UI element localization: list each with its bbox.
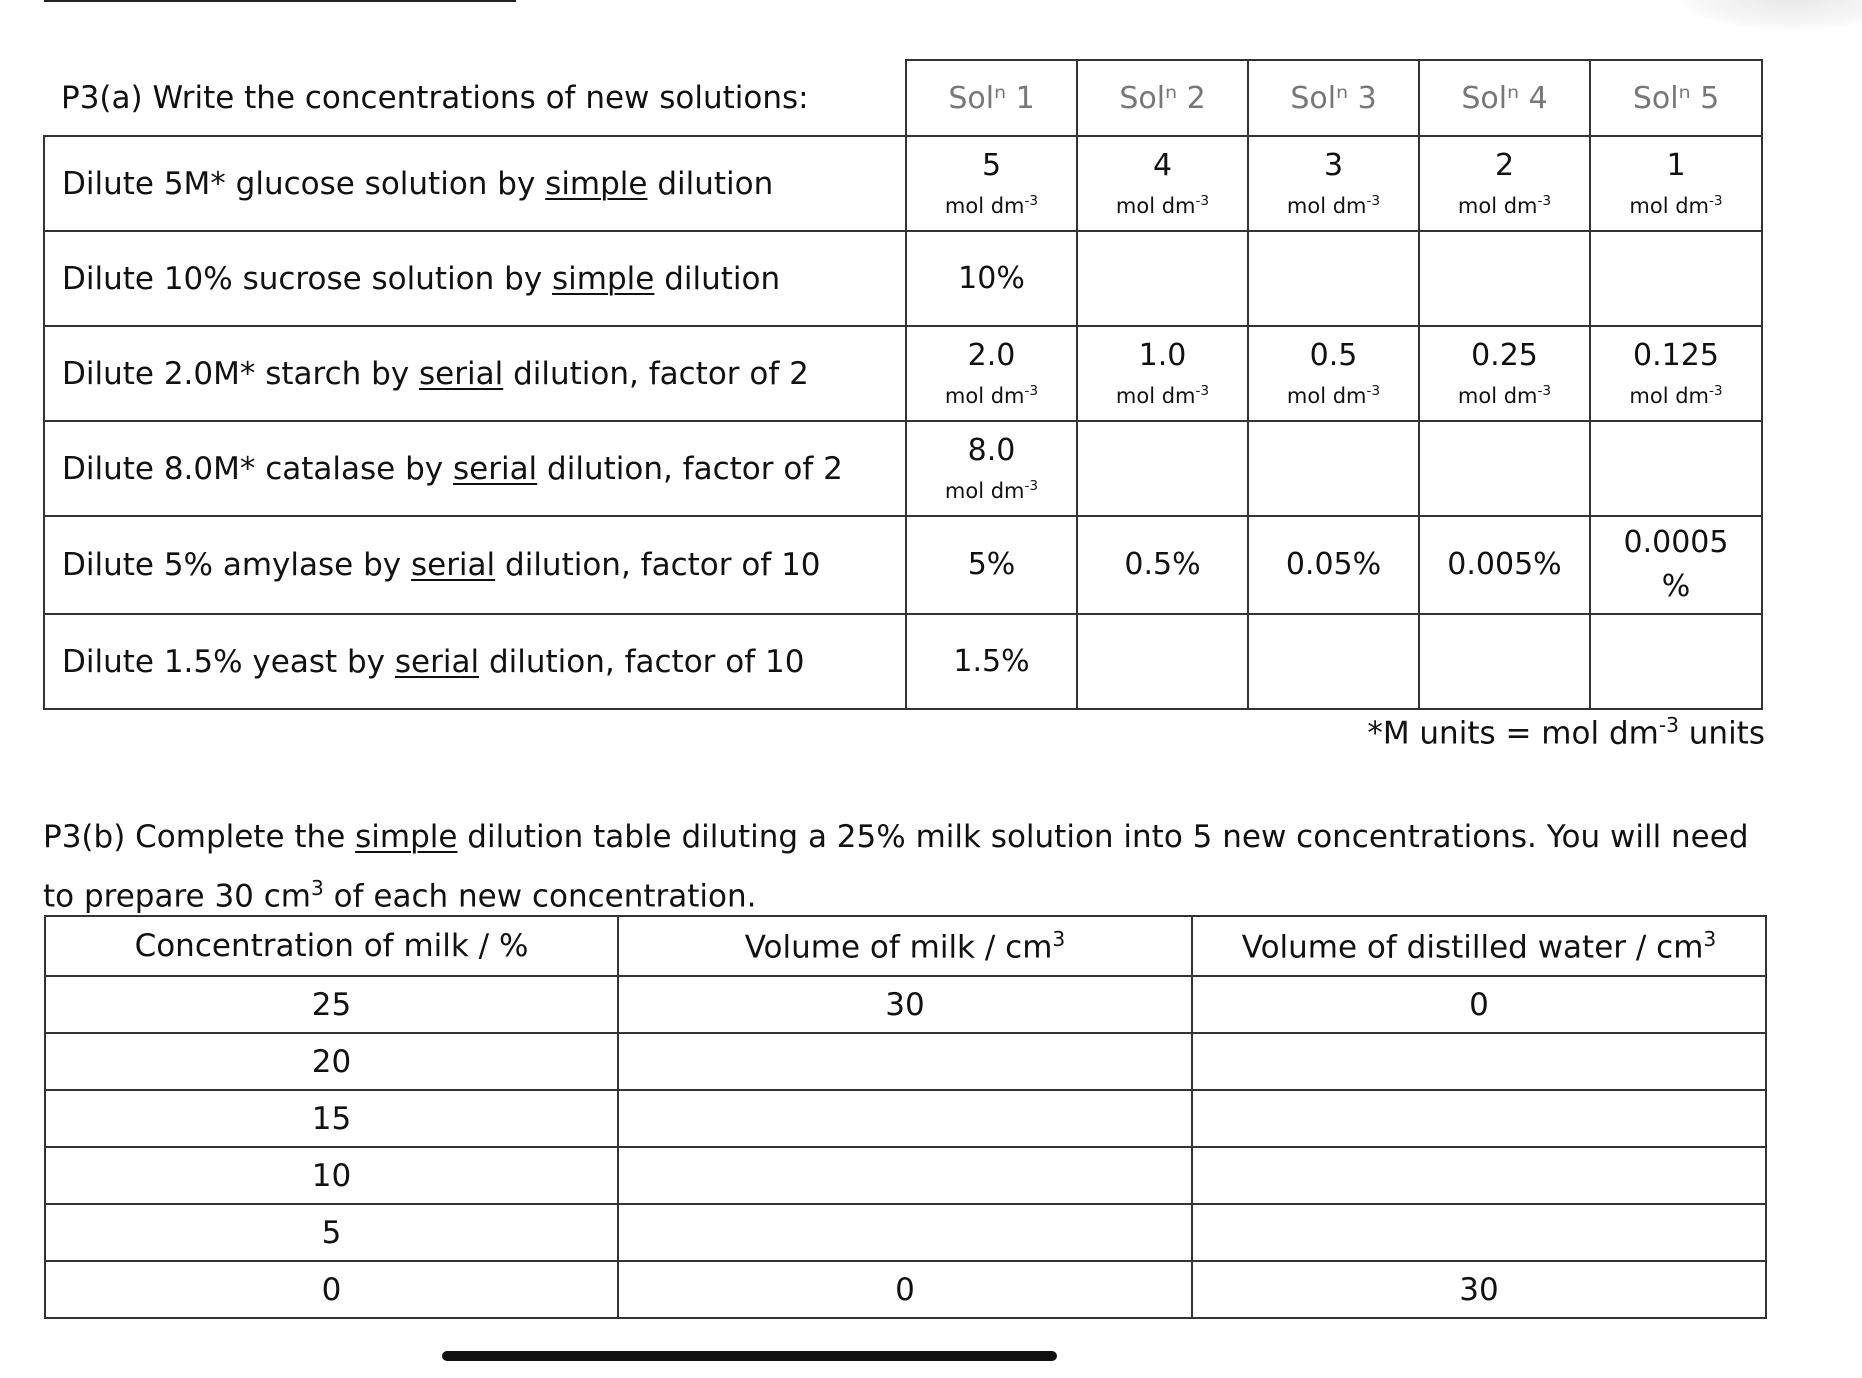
dilution-method: simple	[552, 260, 655, 297]
milk-table-cell[interactable]: 20	[45, 1033, 618, 1090]
header-row	[44, 60, 1762, 136]
description-text: dilution, factor of 10	[495, 547, 821, 583]
unit-exponent: -3	[1537, 383, 1552, 399]
concentration-cell[interactable]	[1419, 421, 1590, 516]
unit-exponent: -3	[1024, 478, 1039, 494]
dilution-method: simple	[545, 165, 648, 202]
molar-unit	[1078, 378, 1247, 409]
unit-text: mol dm	[1115, 384, 1196, 408]
concentration-value: 4	[1152, 148, 1173, 183]
concentration-cell[interactable]	[906, 614, 1077, 709]
concentration-cell[interactable]	[906, 421, 1077, 516]
concentration-value: 1.5%	[953, 643, 1030, 679]
concentrations-table	[43, 59, 1763, 710]
milk-table-cell[interactable]: 10	[45, 1147, 618, 1204]
concentration-cell[interactable]	[1590, 421, 1762, 516]
description-text: dilution	[647, 165, 774, 202]
concentration-value: 0.005%	[1447, 547, 1562, 582]
p3b-instructions: P3(b) Complete the simple dilution table diluting a 25% milk solution into 5 new concentrations. You will need to prepare 30 $cm^3$ of each new concentration.	[43, 819, 1749, 915]
unit-text: mol dm	[944, 384, 1025, 408]
dilution-method: serial	[410, 547, 496, 583]
solution-header-2: Solⁿ 2	[1077, 60, 1248, 136]
molar-unit	[1591, 188, 1761, 219]
column-header-1	[45, 916, 618, 976]
table-row	[45, 1261, 1766, 1318]
milk-table-cell[interactable]: 25	[45, 976, 618, 1033]
header-exponent: 3	[1052, 926, 1066, 951]
unit-exponent: -3	[1195, 193, 1210, 209]
table-row	[44, 614, 1762, 709]
unit-text: mol dm	[944, 194, 1025, 218]
description-text: Dilute 2.0M* starch by	[62, 355, 420, 392]
concentration-cell[interactable]	[1248, 421, 1419, 516]
concentration-cell[interactable]	[1419, 326, 1590, 421]
unit-text: mol dm	[1457, 194, 1538, 218]
concentration-value: 8.0	[967, 433, 1016, 468]
corner-smudge	[1682, 0, 1862, 30]
table-row	[45, 1090, 1766, 1147]
milk-table-cell[interactable]: 5	[45, 1204, 618, 1261]
table-row	[44, 326, 1762, 421]
concentration-cell[interactable]	[1590, 516, 1762, 614]
header-exponent: 3	[1703, 926, 1717, 951]
unit-exponent: -3	[1709, 383, 1723, 399]
concentration-value: 5%	[967, 547, 1016, 582]
concentration-value: 0.5	[1309, 338, 1358, 373]
concentration-cell[interactable]	[1248, 136, 1419, 231]
unit-exponent: -3	[1195, 383, 1210, 399]
description-text: dilution, factor of 2	[537, 450, 843, 487]
p3a-title: P3(a) Write the concentrations of new solutions:	[44, 60, 906, 136]
dilution-description	[44, 326, 906, 421]
unit-text: mol dm	[1629, 384, 1709, 408]
concentration-cell[interactable]	[1419, 614, 1590, 709]
concentration-value: 0.05%	[1285, 547, 1382, 582]
concentration-value: 0.125	[1633, 338, 1719, 373]
concentration-cell[interactable]	[1077, 136, 1248, 231]
unit-text: mol dm	[1286, 194, 1367, 218]
concentration-cell[interactable]	[906, 516, 1077, 614]
header-text: Volume of distilled water / cm	[1241, 929, 1704, 966]
concentration-cell[interactable]	[1590, 326, 1762, 421]
description-text: Dilute 10% sucrose solution by	[62, 260, 553, 297]
table-row	[44, 421, 1762, 516]
solution-header-1: Solⁿ 1	[906, 60, 1077, 136]
concentration-cell[interactable]	[1248, 231, 1419, 326]
table-row	[45, 976, 1766, 1033]
milk-table-cell[interactable]	[1192, 1204, 1766, 1261]
header-row	[45, 916, 1766, 976]
molar-unit	[907, 378, 1076, 409]
description-text: Dilute 5M* glucose solution by	[62, 165, 546, 202]
concentration-cell[interactable]	[906, 136, 1077, 231]
concentration-value: 2	[1494, 148, 1515, 183]
unit-text: mol dm	[1629, 194, 1709, 218]
molar-unit	[1420, 188, 1589, 219]
home-indicator[interactable]	[442, 1351, 1057, 1361]
concentration-value: 3	[1323, 148, 1344, 183]
dilution-description	[44, 516, 906, 614]
column-header-3	[1192, 916, 1766, 976]
concentration-cell[interactable]	[906, 231, 1077, 326]
concentration-cell[interactable]	[1248, 614, 1419, 709]
milk-table-cell[interactable]: 30	[1192, 1261, 1766, 1318]
concentration-cell[interactable]	[1419, 516, 1590, 614]
concentration-cell[interactable]	[1419, 136, 1590, 231]
dilution-method: serial	[452, 450, 538, 487]
solution-header-5: Solⁿ 5	[1590, 60, 1762, 136]
header-text: Concentration of milk / %	[134, 928, 529, 964]
description-text: dilution, factor of 2	[503, 355, 809, 392]
dilution-method: serial	[419, 355, 504, 392]
unit-exponent: -3	[1366, 193, 1381, 209]
milk-table-cell[interactable]: 15	[45, 1090, 618, 1147]
unit-exponent: -3	[1024, 383, 1039, 399]
top-rule	[44, 0, 516, 2]
molar-unit	[1420, 378, 1589, 409]
dilution-description	[44, 231, 906, 326]
table-row	[44, 516, 1762, 614]
concentration-cell[interactable]	[1077, 421, 1248, 516]
molar-unit	[907, 473, 1076, 504]
solution-header-4: Solⁿ 4	[1419, 60, 1590, 136]
milk-table-cell[interactable]: 0	[1192, 976, 1766, 1033]
milk-table-cell[interactable]	[618, 1147, 1192, 1204]
molar-unit	[907, 188, 1076, 219]
milk-table-cell[interactable]	[1192, 1033, 1766, 1090]
unit-text: mol dm	[1457, 384, 1538, 408]
table-row	[44, 231, 1762, 326]
concentration-cell[interactable]	[1590, 136, 1762, 231]
description-text: Dilute 8.0M* catalase by	[62, 450, 453, 487]
dilution-method: serial	[394, 643, 480, 680]
concentration-value: 0.5%	[1124, 547, 1201, 582]
concentration-value: 1.0	[1138, 338, 1187, 373]
concentration-unit: %	[1661, 569, 1691, 604]
concentration-cell[interactable]	[1248, 326, 1419, 421]
column-header-2	[618, 916, 1192, 976]
table-row	[44, 136, 1762, 231]
concentration-value: 2.0	[967, 338, 1016, 373]
milk-table-cell[interactable]	[618, 1033, 1192, 1090]
molar-unit	[1591, 378, 1761, 409]
unit-text: mol dm	[1115, 194, 1196, 218]
solution-header-3: Solⁿ 3	[1248, 60, 1419, 136]
description-text: Dilute 1.5% yeast by	[62, 643, 395, 680]
concentration-value: 0.25	[1471, 338, 1538, 373]
table-row	[45, 1033, 1766, 1090]
concentration-cell[interactable]	[1077, 326, 1248, 421]
concentration-value: 0.0005	[1623, 525, 1729, 560]
milk-dilution-table	[44, 915, 1767, 1319]
unit-exponent: -3	[1024, 193, 1039, 209]
concentration-value: 1	[1666, 148, 1686, 183]
milk-table-cell[interactable]	[1192, 1090, 1766, 1147]
concentration-cell[interactable]	[1077, 614, 1248, 709]
milk-table-cell[interactable]	[618, 1204, 1192, 1261]
concentration-cell[interactable]	[1077, 231, 1248, 326]
milk-table-cell[interactable]	[1192, 1147, 1766, 1204]
concentration-cell[interactable]	[906, 326, 1077, 421]
units-footnote: *M units = mol $dm^{-3}$ units	[1367, 713, 1765, 752]
unit-text: mol dm	[944, 479, 1025, 503]
milk-table-cell[interactable]: 30	[618, 976, 1192, 1033]
concentration-cell[interactable]	[1590, 231, 1762, 326]
concentration-cell[interactable]	[1590, 614, 1762, 709]
dilution-description	[44, 614, 906, 709]
dilution-description	[44, 136, 906, 231]
unit-text: mol dm	[1286, 384, 1367, 408]
molar-unit	[1078, 188, 1247, 219]
milk-table-cell[interactable]	[618, 1090, 1192, 1147]
unit-exponent: -3	[1366, 383, 1381, 399]
concentration-cell[interactable]	[1248, 516, 1419, 614]
description-text: Dilute 5% amylase by	[62, 547, 411, 583]
concentration-value: 10%	[958, 260, 1025, 296]
dilution-description	[44, 421, 906, 516]
table-row	[45, 1204, 1766, 1261]
description-text: dilution, factor of 10	[479, 643, 805, 680]
concentration-cell[interactable]	[1419, 231, 1590, 326]
unit-exponent: -3	[1537, 193, 1552, 209]
concentration-value: 5	[981, 148, 1002, 183]
table-row	[45, 1147, 1766, 1204]
unit-exponent: -3	[1709, 193, 1723, 209]
header-text: Volume of milk / cm	[744, 929, 1053, 966]
molar-unit	[1249, 188, 1418, 219]
milk-table-cell[interactable]: 0	[45, 1261, 618, 1318]
molar-unit	[1249, 378, 1418, 409]
description-text: dilution	[654, 260, 781, 297]
milk-table-cell[interactable]: 0	[618, 1261, 1192, 1318]
concentration-cell[interactable]	[1077, 516, 1248, 614]
